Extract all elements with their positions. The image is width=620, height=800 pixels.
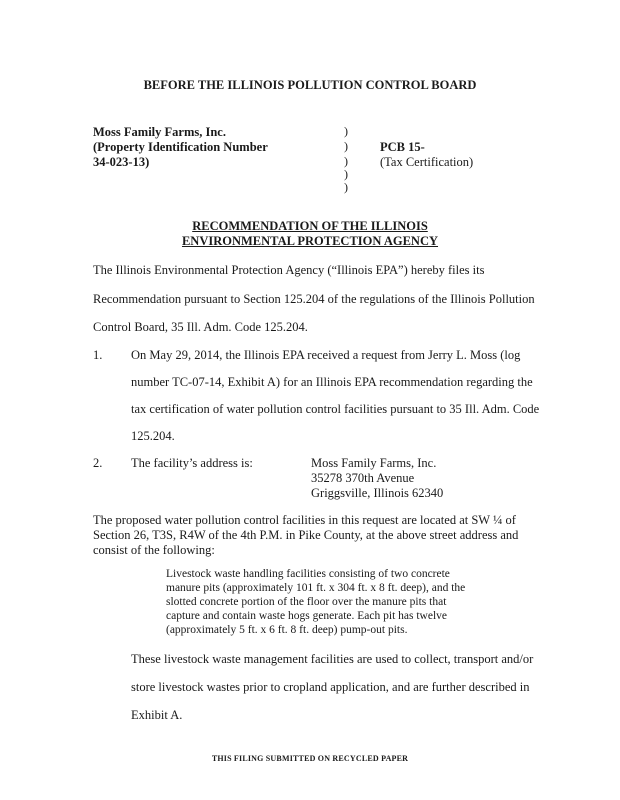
caption-paren: ) [344,154,348,168]
caption-paren: ) [344,180,348,194]
caption-paren: ) [344,124,348,138]
facility-address-label: The facility’s address is: [131,456,253,470]
recommendation-title-line2: ENVIRONMENTAL PROTECTION AGENCY [181,234,439,248]
recommendation-title-line1: RECOMMENDATION OF THE ILLINOIS [192,219,428,233]
property-id-number: 34-023-13) [93,155,150,169]
closing-line: Exhibit A. [131,708,183,722]
proposed-line: The proposed water pollution control facilities in this request are located at SW ¼ of [93,513,516,527]
caption-paren: ) [344,139,348,153]
item-1-line: On May 29, 2014, the Illinois EPA received a request from Jerry L. Moss (log [131,348,521,362]
address-line: Moss Family Farms, Inc. [311,456,437,470]
property-id-label: (Property Identification Number [93,140,268,154]
party-name: Moss Family Farms, Inc. [93,125,226,139]
block-quote-line: slotted concrete portion of the floor over the manure pits that [166,596,447,608]
block-quote-line: Livestock waste handling facilities consisting of two concrete [166,568,450,580]
closing-line: These livestock waste management facilities are used to collect, transport and/or [131,652,534,666]
item-1-line: 125.204. [131,429,175,443]
address-line: 35278 370th Avenue [311,471,415,485]
case-type: (Tax Certification) [380,155,474,169]
intro-line: Recommendation pursuant to Section 125.204 of the regulations of the Illinois Pollution [93,292,535,306]
item-1-line: number TC-07-14, Exhibit A) for an Illinois EPA recommendation regarding the [131,375,533,389]
closing-line: store livestock wastes prior to cropland application, and are further described in [131,680,530,694]
block-quote-line: (approximately 5 ft. x 6 ft. 8 ft. deep) pump-out pits. [166,624,408,636]
page-footer: THIS FILING SUBMITTED ON RECYCLED PAPER [211,754,409,763]
case-number: PCB 15- [380,140,425,154]
intro-line: Control Board, 35 Ill. Adm. Code 125.204. [93,320,308,334]
block-quote-line: capture and contain waste hogs generate. Each pit has twelve [166,610,447,622]
block-quote-line: manure pits (approximately 101 ft. x 304 ft. x 8 ft. deep), and the [166,582,466,594]
item-2-number: 2. [93,456,103,470]
intro-line: The Illinois Environmental Protection Agency (“Illinois EPA”) hereby files its [93,263,485,277]
proposed-line: Section 26, T3S, R4W of the 4th P.M. in Pike County, at the above street address and [93,528,519,542]
caption-paren: ) [344,167,348,181]
item-1-line: tax certification of water pollution control facilities pursuant to 35 Ill. Adm. Code [131,402,540,416]
proposed-line: consist of the following: [93,543,215,557]
page-title: BEFORE THE ILLINOIS POLLUTION CONTROL BOARD [143,78,477,92]
address-line: Griggsville, Illinois 62340 [311,486,444,500]
item-1-number: 1. [93,348,103,362]
